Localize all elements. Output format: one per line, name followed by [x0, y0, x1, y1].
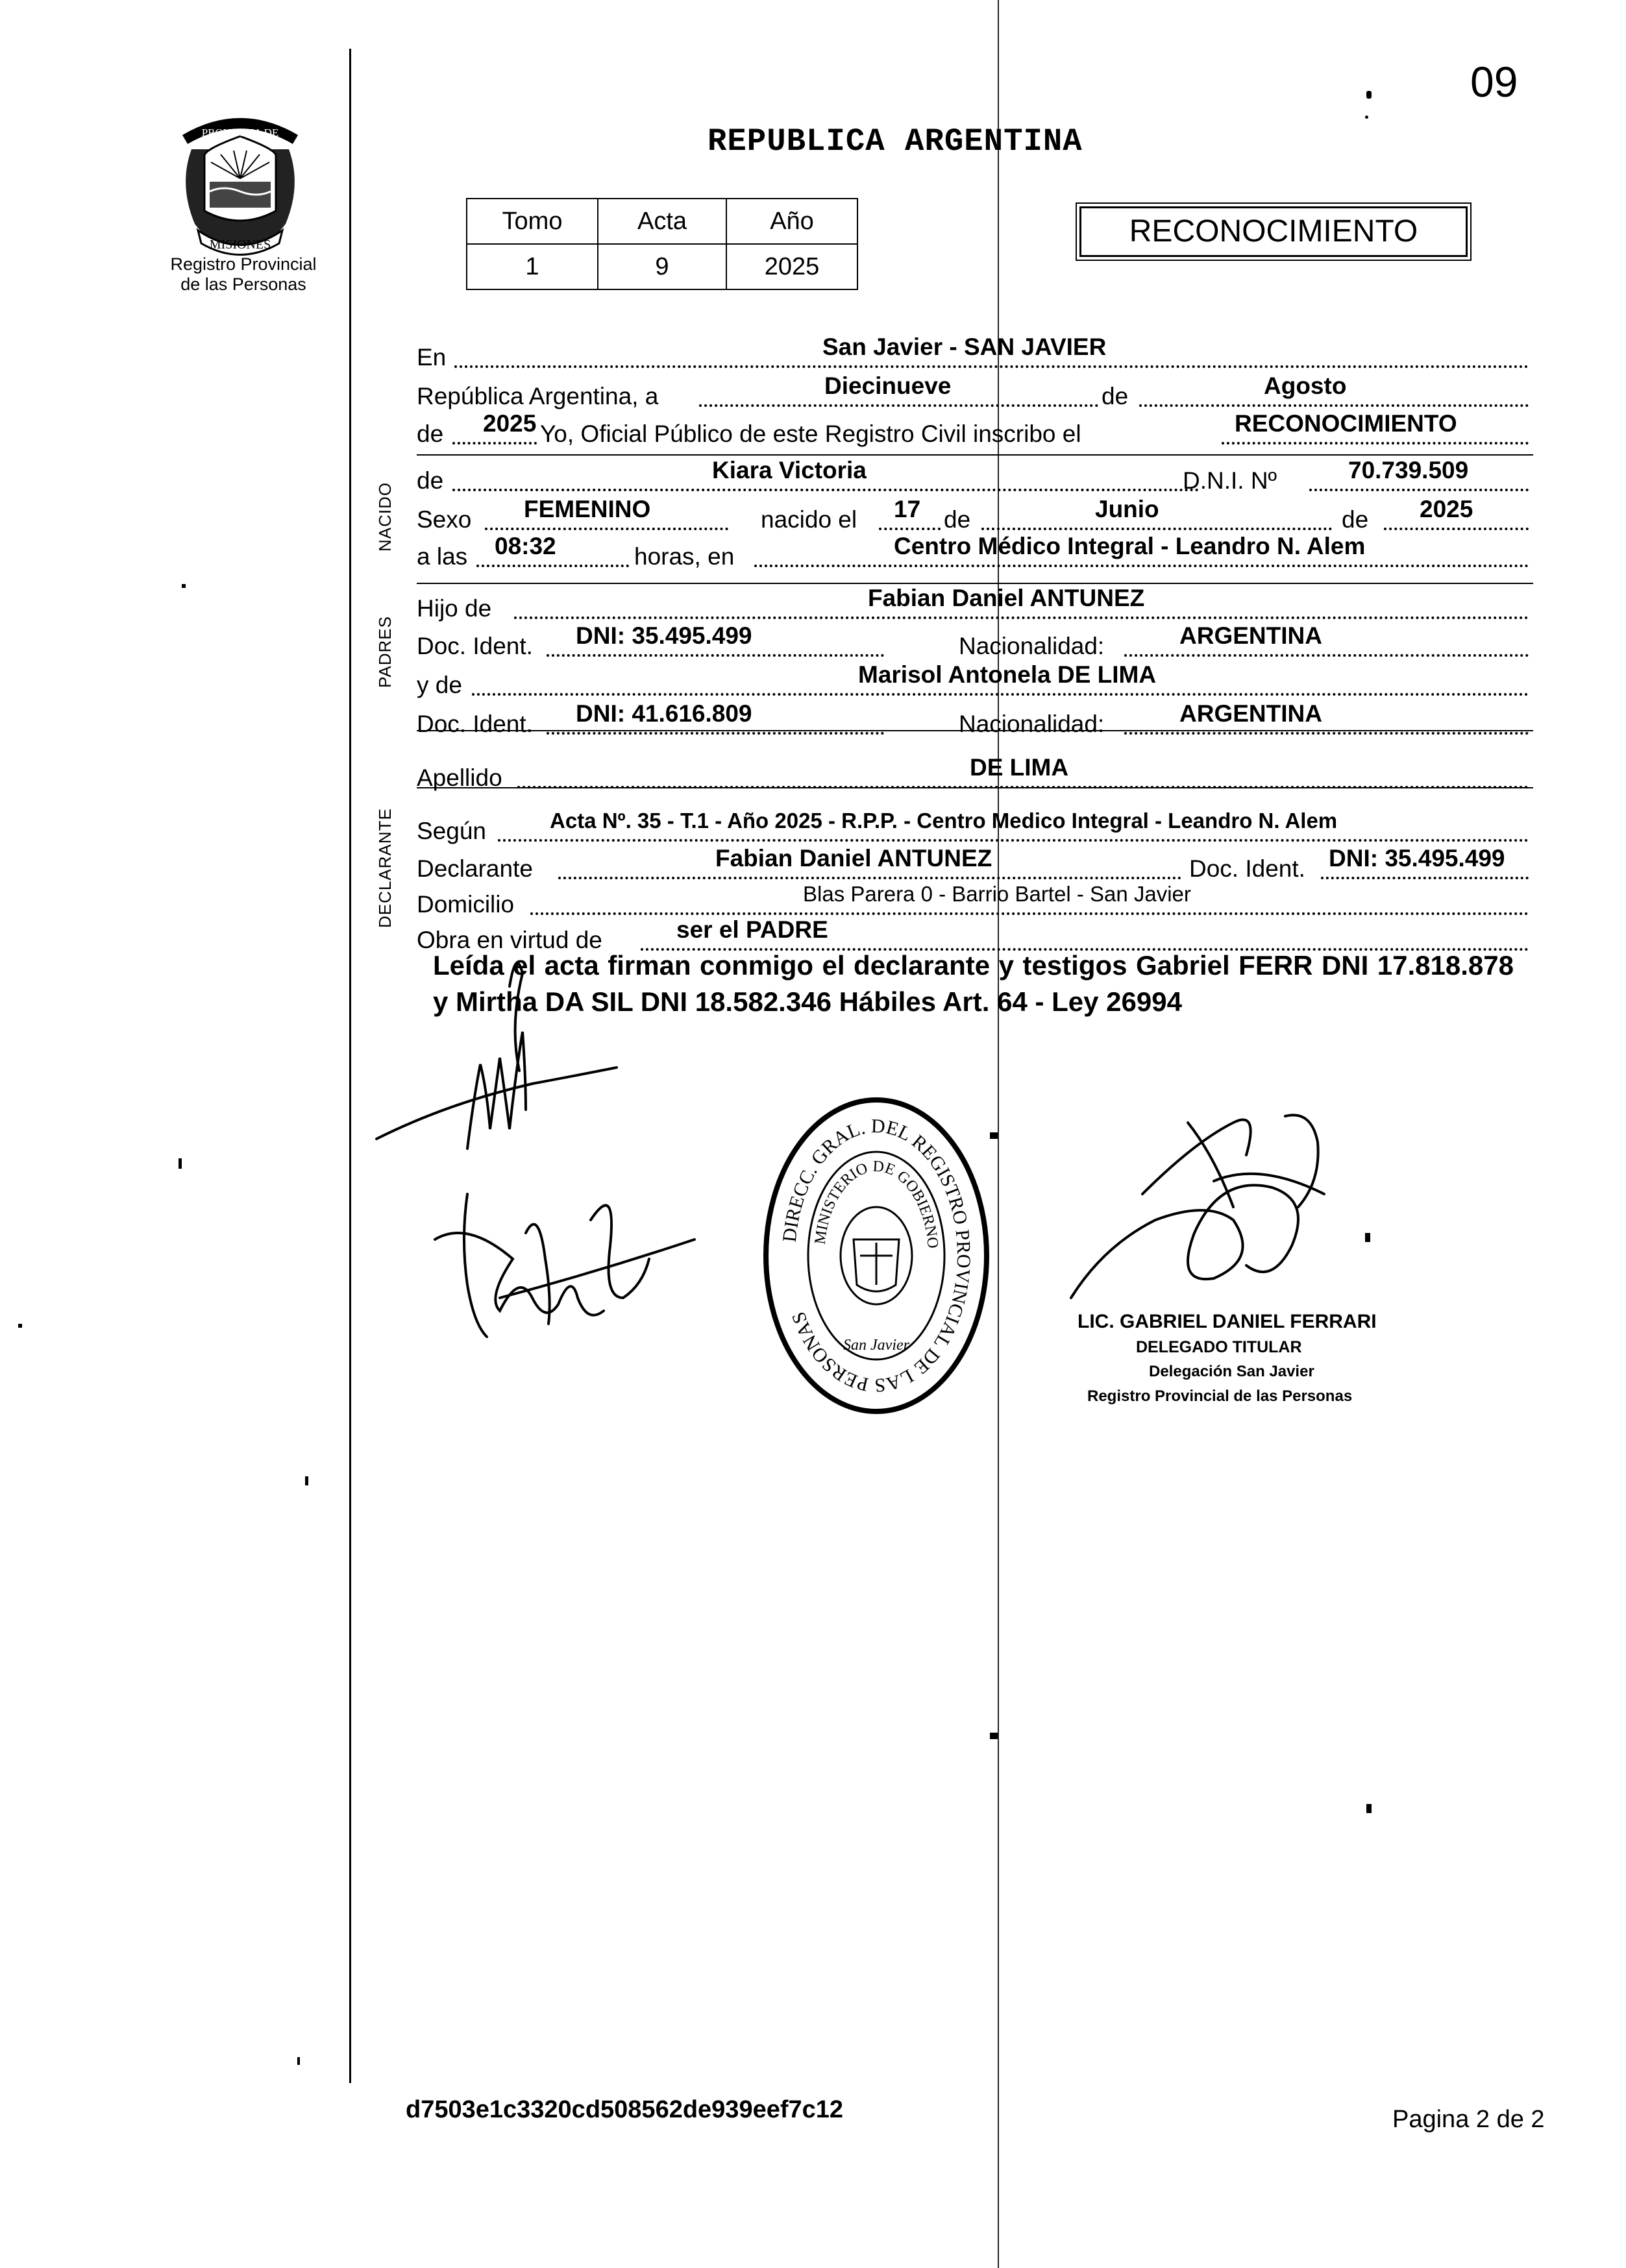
value-father-doc: DNI: 35.495.499 — [576, 622, 752, 649]
value-place: San Javier - SAN JAVIER — [822, 334, 1107, 360]
side-label-padres: PADRES — [375, 616, 395, 688]
row-inscription — [417, 411, 1529, 448]
label-de: de — [1102, 383, 1129, 409]
value-birth-year: 2025 — [1420, 496, 1473, 522]
label-republica: República Argentina, a — [417, 383, 659, 409]
dotted-line — [1384, 528, 1529, 530]
label-hijo-de: Hijo de — [417, 595, 492, 622]
scan-speck — [1366, 1804, 1372, 1813]
value-mother-doc: DNI: 41.616.809 — [576, 700, 752, 727]
record-value-anio: 2025 — [726, 244, 857, 289]
signatory-office: Delegación San Javier — [1149, 1363, 1314, 1380]
label-de-name: de — [417, 467, 444, 494]
dotted-line — [981, 528, 1332, 530]
scan-speck — [18, 1324, 22, 1328]
value-birth-time: 08:32 — [495, 533, 556, 559]
signatory-name: LIC. GABRIEL DANIEL FERRARI — [1078, 1311, 1377, 1332]
label-dni: D.N.I. Nº — [1183, 467, 1277, 494]
dotted-line — [1124, 654, 1529, 657]
dotted-line — [1222, 442, 1529, 445]
dotted-line — [1321, 877, 1529, 879]
value-birth-day: 17 — [894, 496, 921, 522]
dotted-line — [879, 528, 941, 530]
label-a-las: a las — [417, 543, 468, 570]
official-seal — [756, 1090, 996, 1421]
row-father-doc — [417, 623, 1529, 661]
label-domicilio: Domicilio — [417, 891, 515, 918]
label-nacionalidad: Nacionalidad: — [959, 711, 1105, 737]
dotted-line — [1309, 489, 1529, 491]
label-de-month: de — [944, 506, 971, 533]
row-mother — [417, 662, 1529, 700]
row-father — [417, 585, 1529, 623]
value-dni: 70.739.509 — [1348, 457, 1469, 483]
label-segun: Según — [417, 818, 486, 844]
dotted-line — [485, 528, 728, 530]
witness-signature — [370, 934, 708, 1389]
side-label-declarante: DECLARANTE — [375, 808, 395, 928]
dotted-line — [1124, 732, 1529, 735]
dotted-line — [514, 616, 1529, 619]
value-inscription-type: RECONOCIMIENTO — [1235, 410, 1457, 437]
scan-speck — [1365, 116, 1368, 119]
label-sexo: Sexo — [417, 506, 472, 533]
row-segun — [417, 808, 1529, 846]
svg-text:PROVINCIA DE: PROVINCIA DE — [201, 127, 279, 139]
value-year: 2025 — [483, 410, 537, 437]
document-title: REPUBLICA ARGENTINA — [708, 123, 1083, 160]
scan-speck — [1365, 1233, 1370, 1242]
row-birth-place — [417, 533, 1529, 571]
row-domicilio — [417, 881, 1529, 919]
document-hash: d7503e1c3320cd508562de939eef7c12 — [406, 2096, 844, 2123]
row-declarante — [417, 846, 1529, 883]
record-header-tomo: Tomo — [467, 199, 598, 244]
record-header-anio: Año — [726, 199, 857, 244]
label-doc-ident: Doc. Ident. — [417, 711, 533, 737]
svg-text:San Javier: San Javier — [843, 1337, 909, 1354]
record-type-box: RECONOCIMIENTO — [1079, 206, 1468, 257]
value-mother-nationality: ARGENTINA — [1179, 700, 1322, 727]
row-name — [417, 457, 1529, 495]
dotted-line — [452, 489, 1199, 491]
signatory-registry: Registro Provincial de las Personas — [1087, 1387, 1353, 1405]
dotted-line — [530, 912, 1529, 915]
label-doc-ident: Doc. Ident. — [417, 633, 533, 659]
value-birth-month: Junio — [1095, 496, 1159, 522]
value-month: Agosto — [1264, 372, 1347, 399]
dotted-line — [547, 732, 884, 735]
dotted-line — [452, 442, 537, 445]
dotted-line — [454, 365, 1529, 368]
record-value-tomo: 1 — [467, 244, 598, 289]
value-father-nationality: ARGENTINA — [1179, 622, 1322, 649]
value-father: Fabian Daniel ANTUNEZ — [868, 585, 1145, 611]
value-domicilio: Blas Parera 0 - Barrio Bartel - San Javier — [803, 882, 1191, 906]
province-emblem-icon — [166, 110, 315, 260]
page-number: 09 — [1470, 58, 1518, 106]
label-y-de: y de — [417, 672, 462, 698]
dotted-line — [498, 839, 1529, 842]
label-de-birth-year: de — [1342, 506, 1369, 533]
value-mother: Marisol Antonela DE LIMA — [858, 661, 1157, 688]
page-indicator: Pagina 2 de 2 — [1392, 2106, 1545, 2133]
label-nacido: nacido el — [761, 506, 857, 533]
label-doc-ident: Doc. Ident. — [1189, 855, 1305, 882]
official-signature — [1065, 1103, 1415, 1324]
label-en: En — [417, 344, 447, 371]
svg-text:DIRECC. GRAL. DEL REGISTRO PRO: DIRECC. GRAL. DEL REGISTRO PROVINCIAL DE LAS PERSONAS — [778, 1115, 975, 1396]
row-mother-doc — [417, 701, 1529, 738]
record-header-acta: Acta — [598, 199, 726, 244]
record-value-acta: 9 — [598, 244, 726, 289]
scan-speck — [182, 584, 186, 588]
row-date — [417, 373, 1529, 411]
dotted-line — [517, 786, 1529, 788]
scan-speck — [990, 1733, 998, 1739]
section-separator — [417, 454, 1533, 456]
value-segun: Acta Nº. 35 - T.1 - Año 2025 - R.P.P. - Centro Medico Integral - Leandro N. Alem — [550, 809, 1338, 833]
label-obra: Obra en virtud de — [417, 927, 602, 953]
dotted-line — [558, 877, 1181, 879]
dotted-line — [472, 693, 1529, 696]
organization-name: Registro Provincial de las Personas — [170, 254, 317, 294]
svg-text:MISIONES: MISIONES — [209, 238, 271, 252]
value-declarante: Fabian Daniel ANTUNEZ — [715, 845, 992, 872]
row-en — [417, 334, 1529, 372]
scan-speck — [297, 2057, 300, 2065]
scan-speck — [305, 1476, 308, 1485]
value-birth-place: Centro Médico Integral - Leandro N. Alem — [894, 533, 1366, 559]
left-margin-line — [349, 49, 351, 2083]
scan-speck — [179, 1158, 182, 1169]
value-name: Kiara Victoria — [712, 457, 867, 483]
value-day: Diecinueve — [824, 372, 952, 399]
label-de-year: de — [417, 421, 444, 447]
dotted-line — [476, 565, 629, 567]
label-yo: Yo, Oficial Público de este Registro Civil inscribo el — [540, 421, 1081, 447]
scan-speck — [1366, 91, 1372, 99]
side-label-nacido: NACIDO — [375, 482, 395, 552]
signing-statement: Leída el acta firman conmigo el declarante y testigos Gabriel FERR DNI 17.818.878 y Mirtha DA SIL DNI 18.582.346 Hábiles Art. 64 - Ley 26994 — [433, 950, 1514, 1017]
value-sexo: FEMENINO — [524, 496, 651, 522]
svg-text:MINISTERIO DE GOBIERNO: MINISTERIO DE GOBIERNO — [811, 1158, 941, 1249]
signatory-title: DELEGADO TITULAR — [1136, 1338, 1302, 1356]
label-declarante: Declarante — [417, 855, 533, 882]
dotted-line — [754, 565, 1529, 567]
label-nacionalidad: Nacionalidad: — [959, 633, 1105, 659]
dotted-line — [1139, 404, 1529, 407]
label-apellido: Apellido — [417, 764, 502, 791]
value-declarante-doc: DNI: 35.495.499 — [1329, 845, 1505, 872]
value-obra: ser el PADRE — [676, 916, 828, 943]
row-birth-date — [417, 496, 1529, 534]
record-table — [466, 198, 858, 290]
scan-speck — [990, 1132, 998, 1139]
dotted-line — [699, 404, 1098, 407]
value-surname: DE LIMA — [970, 754, 1069, 781]
label-horas: horas, en — [634, 543, 735, 570]
row-surname — [417, 755, 1529, 792]
dotted-line — [547, 654, 884, 657]
